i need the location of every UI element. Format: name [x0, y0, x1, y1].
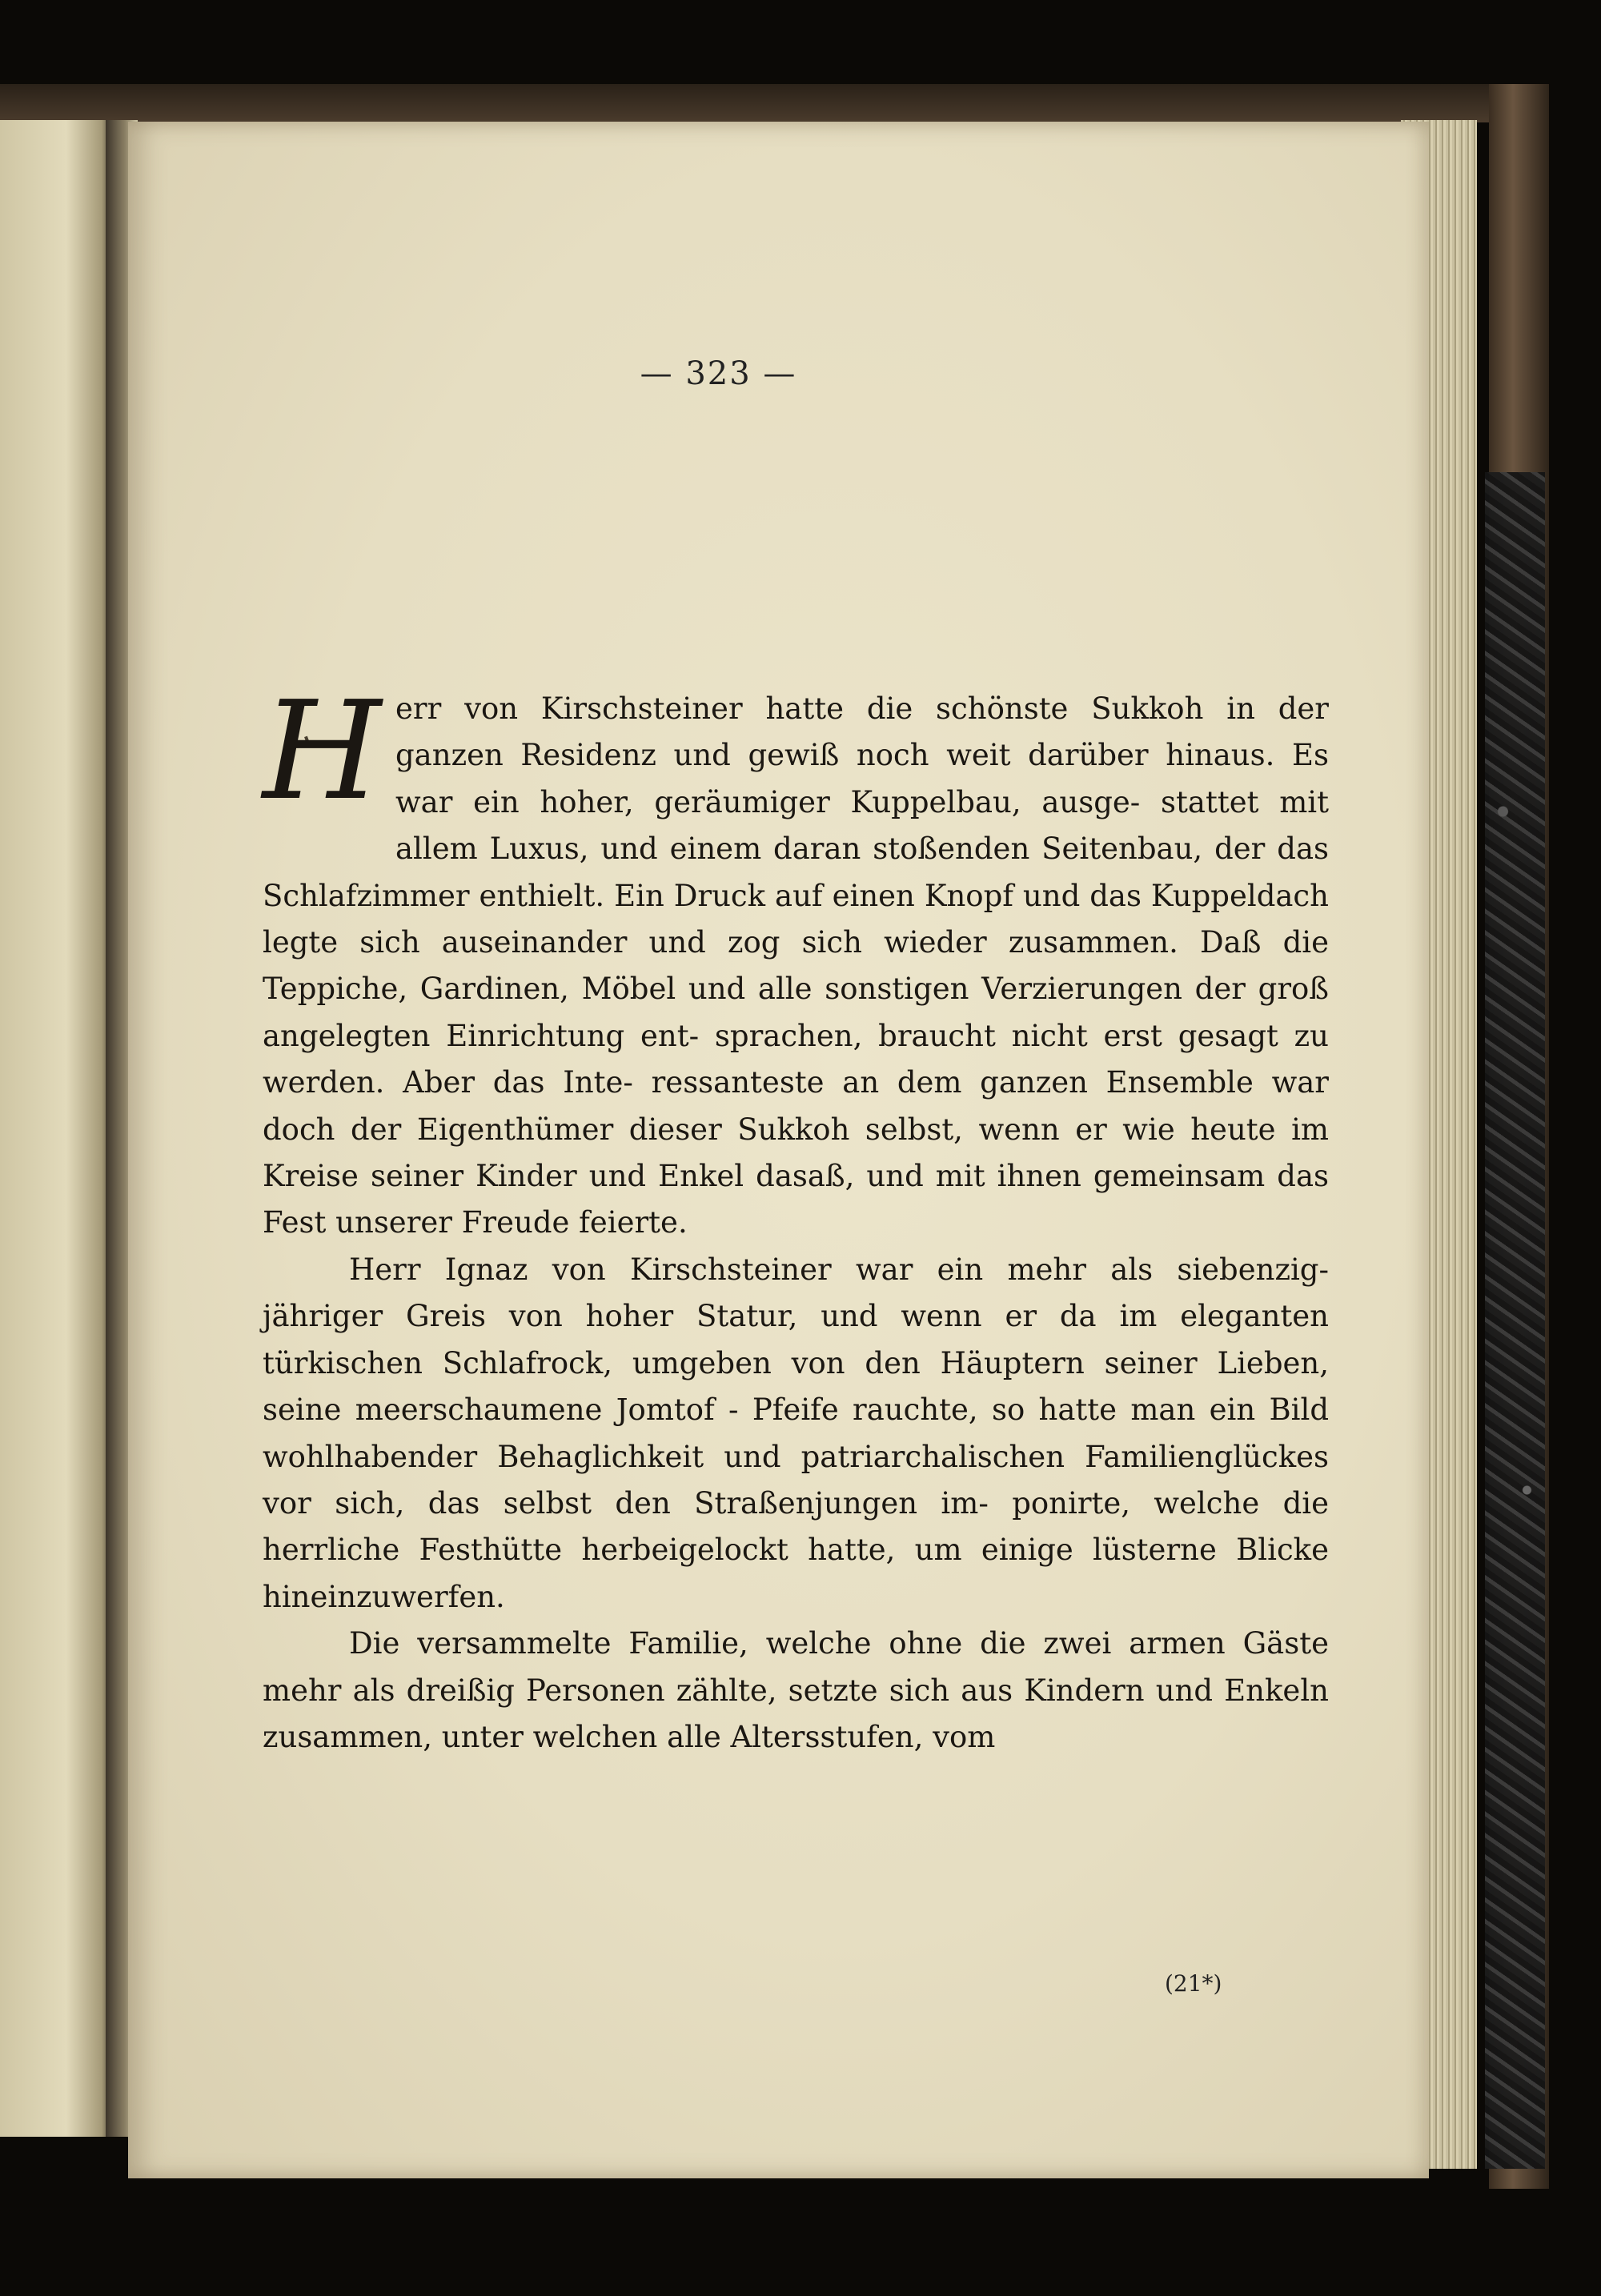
- paragraph-2: Herr Ignaz von Kirschsteiner war ein mehr als siebenzig- jähriger Greis von hoher Statur, und wenn er da im eleganten türkischen Schlafrock, umgeben von den Häuptern seiner Lieben, seine meerschaumene Jomtof - Pfeife rauchte, so hatte man ein Bild wohlhabender Behaglichkeit und patriarchalischen Familienglückes vor sich, das selbst den Straßenjungen im- ponirte, welche die herrliche Festhütte herbeigelockt hatte, um einige lüsterne Blicke hineinzuwerfen.: [263, 1252, 1329, 1614]
- page-number: — 323 —: [640, 355, 797, 392]
- marbled-endpaper: [1485, 472, 1545, 2169]
- printer-signature-mark: (21*): [1165, 1970, 1222, 1997]
- body-text: [263, 672, 1329, 1761]
- drop-cap: H: [263, 672, 382, 831]
- paragraph-1: [263, 672, 1329, 1247]
- book-page: [128, 122, 1429, 2178]
- book-cover-top-edge: [0, 84, 1549, 122]
- paragraph-3: Die versammelte Familie, welche ohne die zwei armen Gäste mehr als dreißig Personen zählte, setzte sich aus Kindern und Enkeln zusammen, unter welchen alle Altersstufen, vom: [263, 1626, 1329, 1754]
- facing-page-edge: [0, 120, 110, 2137]
- paragraph-1-text: err von Kirschsteiner hatte die schönste Sukkoh in der ganzen Residenz und gewiß noch weit darüber hinaus. Es war ein hoher, geräumiger Kuppelbau, ausge- stattet mit allem Luxus, und einem daran stoßenden Seitenbau, der das Schlafzimmer enthielt. Ein Druck auf einen Knopf und das Kuppeldach legte sich auseinander und zog sich wieder zusammen. Daß die Teppiche, Gardinen, Möbel und alle sonstigen Verzierungen der groß angelegten Einrichtung ent- sprachen, braucht nicht erst gesagt zu werden. Aber das Inte- ressanteste an dem ganzen Ensemble war doch der Eigenthümer dieser Sukkoh selbst, wenn er wie heute im Kreise seiner Kinder und Enkel dasaß, und mit ihnen gemeinsam das Fest unserer Freude feierte.: [263, 691, 1329, 1240]
